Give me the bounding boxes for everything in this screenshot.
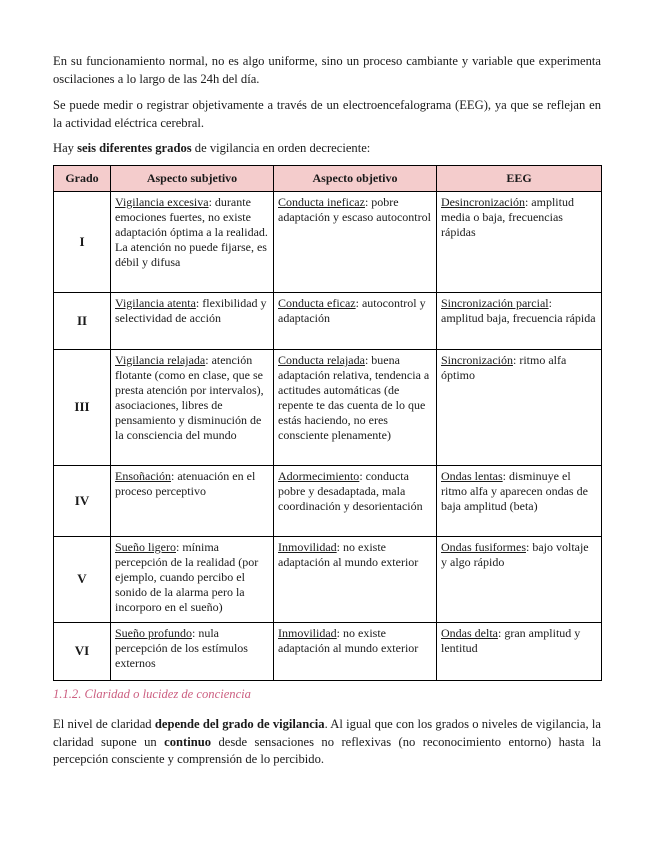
objective-term: Conducta eficaz bbox=[278, 296, 356, 310]
eeg-cell bbox=[437, 537, 602, 623]
header-aspecto-objetivo: Aspecto objetivo bbox=[274, 166, 437, 192]
eeg-text: : gran amplitud y lentitud bbox=[441, 626, 581, 655]
eeg-term: Desincronización bbox=[441, 195, 525, 209]
grade-cell: VI bbox=[54, 623, 111, 681]
closing-text: desde sensaciones no reflexivas (no reconocimiento entorno) hasta la percepción consciente y comprensión de lo percibido. bbox=[53, 734, 601, 766]
objective-term: Inmovilidad bbox=[278, 626, 337, 640]
grade-cell: I bbox=[54, 192, 111, 293]
eeg-text: : ritmo alfa óptimo bbox=[441, 353, 567, 382]
objective-cell bbox=[274, 192, 437, 293]
subjective-term: Vigilancia excesiva bbox=[115, 195, 209, 209]
eeg-term: Ondas lentas bbox=[441, 469, 503, 483]
eeg-cell bbox=[437, 623, 602, 681]
objective-cell bbox=[274, 293, 437, 350]
subjective-text: : durante emociones fuertes, no existe adaptación óptima a la realidad. bbox=[115, 195, 268, 239]
eeg-term: Ondas delta bbox=[441, 626, 498, 640]
grade-cell: V bbox=[54, 537, 111, 623]
subjective-text: : atención flotante (como en clase, que se presta atención por intervalos), asociaciones, libres de pensamiento y disminución de la consciencia del mundo bbox=[115, 353, 264, 442]
table-row bbox=[54, 350, 602, 466]
objective-text: : autocontrol y adaptación bbox=[278, 296, 426, 325]
objective-term: Adormecimiento bbox=[278, 469, 360, 483]
objective-text: : pobre adaptación y escaso autocontrol bbox=[278, 195, 431, 224]
objective-cell bbox=[274, 623, 437, 681]
subjective-cell bbox=[111, 537, 274, 623]
objective-text: : no existe adaptación al mundo exterior bbox=[278, 626, 419, 655]
objective-cell bbox=[274, 537, 437, 623]
objective-term: Conducta relajada bbox=[278, 353, 365, 367]
eeg-text: : disminuye el ritmo alfa y aparecen ondas de baja amplitud (beta) bbox=[441, 469, 588, 513]
objective-term: Conducta ineficaz bbox=[278, 195, 365, 209]
subjective-term: Vigilancia atenta bbox=[115, 296, 196, 310]
objective-cell bbox=[274, 350, 437, 466]
intro-text: Hay bbox=[53, 141, 78, 155]
grade-cell: III bbox=[54, 350, 111, 466]
intro-bold-text: seis diferentes grados bbox=[77, 141, 192, 155]
table-header-row bbox=[54, 166, 602, 192]
header-eeg: EEG bbox=[437, 166, 602, 192]
subjective-text: : flexibilidad y selectividad de acción bbox=[115, 296, 267, 325]
subjective-cell bbox=[111, 293, 274, 350]
eeg-term: Ondas fusiformes bbox=[441, 540, 526, 554]
objective-cell bbox=[274, 466, 437, 537]
subjective-cell bbox=[111, 192, 274, 293]
grade-cell: IV bbox=[54, 466, 111, 537]
eeg-cell bbox=[437, 350, 602, 466]
subjective-cell bbox=[111, 466, 274, 537]
intro-paragraph-2: Se puede medir o registrar objetivamente a través de un electroencefalograma (EEG), ya que se reflejan en la actividad eléctrica cerebral. bbox=[53, 98, 601, 130]
eeg-text: : amplitud media o baja, frecuencias rápidas bbox=[441, 195, 574, 239]
subjective-term: Sueño profundo bbox=[115, 626, 192, 640]
table-row bbox=[54, 466, 602, 537]
subjective-text: : mínima percepción de la realidad (por ejemplo, cuando percibo el sonido de la alarma pero la incorporo en el sueño) bbox=[115, 540, 259, 614]
objective-text: : buena adaptación relativa, tendencia a actitudes automáticas (de repente te das cuenta de lo que estás haciendo, no eres consciente plenamente) bbox=[278, 353, 430, 442]
subjective-cell bbox=[111, 350, 274, 466]
closing-bold-text: continuo bbox=[164, 734, 212, 749]
table-row bbox=[54, 293, 602, 350]
intro-paragraph-1: En su funcionamiento normal, no es algo uniforme, sino un proceso cambiante y variable que experimenta oscilaciones a lo largo de las 24h del día. bbox=[53, 54, 601, 86]
header-grado: Grado bbox=[54, 166, 111, 192]
eeg-term: Sincronización parcial bbox=[441, 296, 549, 310]
eeg-text: : amplitud baja, frecuencia rápida bbox=[441, 296, 596, 325]
closing-bold-text: depende del grado de vigilancia bbox=[154, 717, 325, 731]
subjective-term: Sueño ligero bbox=[115, 540, 176, 554]
intro-paragraph-3 bbox=[53, 140, 601, 158]
objective-text: : conducta pobre y desadaptada, mala coordinación y desorientación bbox=[278, 469, 423, 513]
table-row bbox=[54, 537, 602, 623]
eeg-cell bbox=[437, 192, 602, 293]
subjective-text: : atenuación en el proceso perceptivo bbox=[115, 469, 256, 498]
header-aspecto-subjetivo: Aspecto subjetivo bbox=[111, 166, 274, 192]
closing-text: . Al igual que con los grados o niveles de vigilancia, la claridad supone un bbox=[53, 717, 601, 749]
table-row bbox=[54, 623, 602, 681]
table-row bbox=[54, 192, 602, 293]
objective-text: : no existe adaptación al mundo exterior bbox=[278, 540, 419, 569]
subjective-term: Vigilancia relajada bbox=[115, 353, 206, 367]
subsection-heading: 1.1.2. Claridad o lucidez de conciencia bbox=[53, 687, 251, 701]
subjective-text: : nula percepción de los estímulos externos bbox=[115, 626, 248, 670]
closing-text: El nivel de claridad bbox=[53, 717, 155, 731]
eeg-text: : bajo voltaje y algo rápido bbox=[441, 540, 589, 569]
eeg-cell bbox=[437, 466, 602, 537]
subjective-term: Ensoñación bbox=[115, 469, 171, 483]
vigilance-grades-table bbox=[53, 165, 602, 681]
closing-paragraph bbox=[53, 716, 601, 769]
subjective-cell bbox=[111, 623, 274, 681]
subjective-extra-text: La atención no puede fijarse, es débil y difusa bbox=[115, 240, 267, 269]
intro-text: de vigilancia en orden decreciente: bbox=[191, 141, 371, 155]
eeg-cell bbox=[437, 293, 602, 350]
objective-term: Inmovilidad bbox=[278, 540, 337, 554]
eeg-term: Sincronización bbox=[441, 353, 513, 367]
grade-cell: II bbox=[54, 293, 111, 350]
